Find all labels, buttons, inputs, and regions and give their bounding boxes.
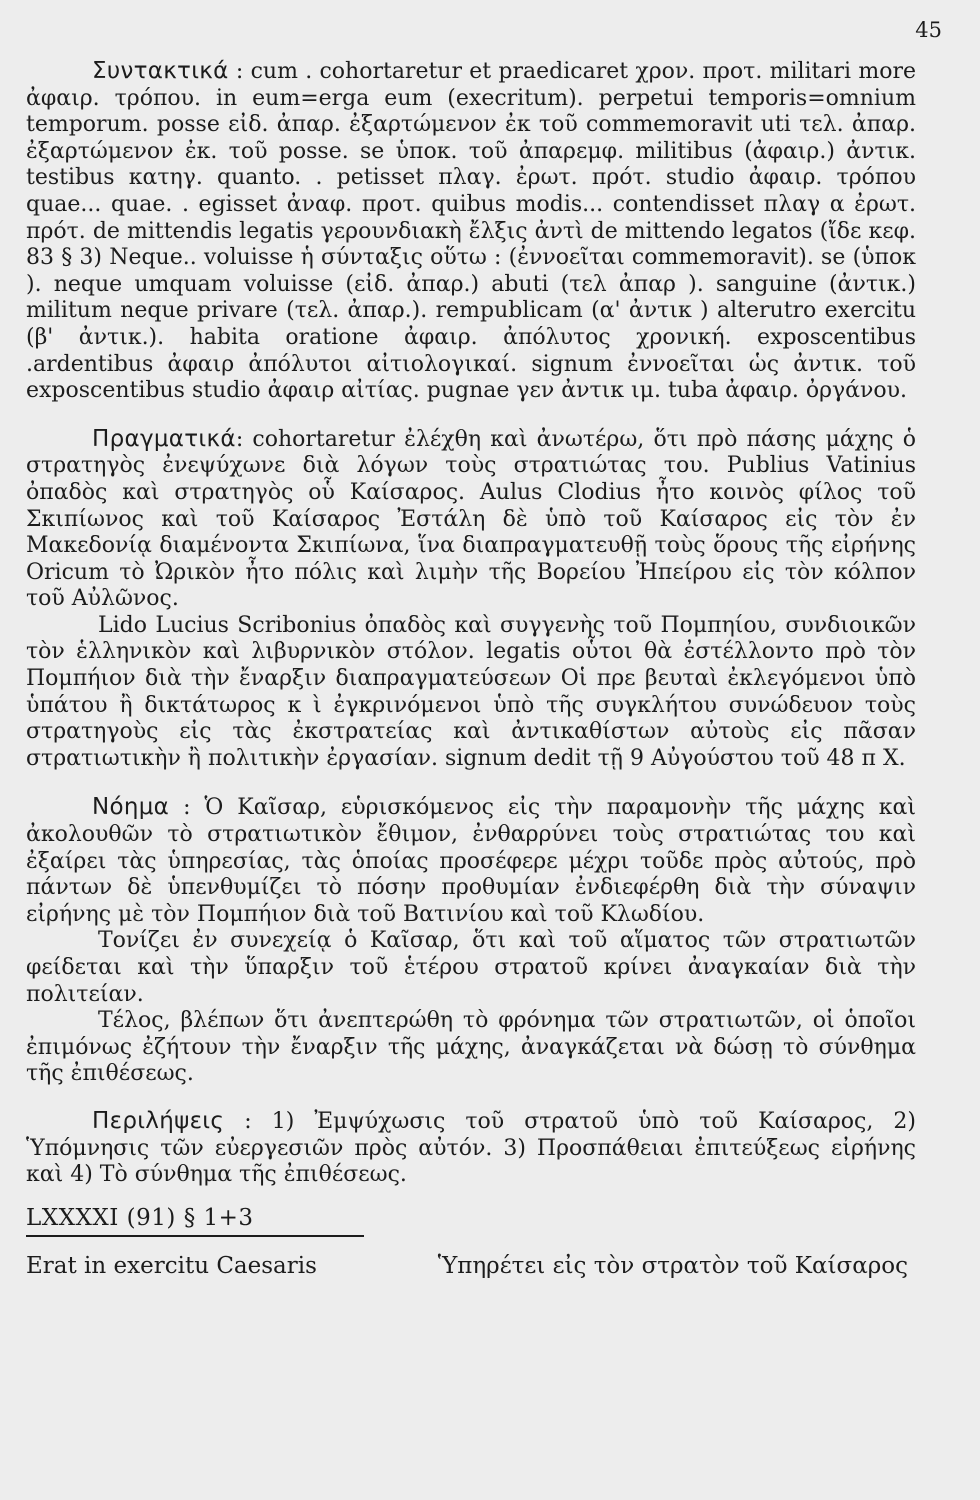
divider-rule <box>26 1235 364 1237</box>
noima-paragraph-1 <box>26 794 916 928</box>
pragmatika-text-1: : cohortaretur ἐλέχθη καὶ ἀνωτέρω, ὅτι πρὸ πάσης μάχης ὁ στρατηγὸς ἐνεψύχωνε διὰ λόγων τοὺς στρατιώτας του. Publius Vatinius ὀπαδὸς καὶ στρατηγὸς οὗ Καίσαρος. Aulus Clodius ἦτο κοινὸς φίλος τοῦ Σκιπίωνος καὶ τοῦ Καίσαρος Ἐστάλη δὲ ὑπὸ τοῦ Καίσαρος εἰς τὸν ἐν Μακεδονίᾳ διαμένοντα Σκιπίωνα, ἵνα διαπραγματευθῇ τοὺς ὅρους τῆς εἰρήνης Oricum τὸ Ὠρικὸν ἦτο πόλις καὶ λιμὴν τῆς Βορείου Ἠπείρου εἰς τὸν κόλπον τοῦ Αὐλῶνος. <box>26 426 916 612</box>
pragmatika-section <box>26 426 916 773</box>
perilipseis-heading: Περιλήψεις <box>92 1107 225 1134</box>
translation-line <box>26 1253 916 1279</box>
chapter-reference: LXXXXI (91) § 1+3 <box>26 1204 254 1231</box>
noima-paragraph-3: Τέλος, βλέπων ὅτι ἀνεπτερώθη τὸ φρόνημα τῶν στρατιωτῶν, οἱ ὁποῖοι ἐπιμόνως ἐζήτουν τὴν ἔναρξιν τῆς μάχης, ἀναγκάζεται νὰ δώσῃ τὸ σύνθημα τῆς ἐπιθέσεως. <box>26 1008 916 1087</box>
noima-section <box>26 794 916 1088</box>
syntaktika-paragraph <box>26 58 916 405</box>
perilipseis-section <box>26 1108 916 1189</box>
noima-paragraph-2: Τονίζει ἐν συνεχείᾳ ὁ Καῖσαρ, ὅτι καὶ τοῦ αἵματος τῶν στρατιωτῶν φείδεται καὶ τὴν ὕπαρξιν τοῦ ἑτέρου στρατοῦ κρίνει ἀναγκαίαν διὰ τὴν πολιτείαν. <box>26 928 916 1007</box>
noima-text-1: : Ὁ Καῖσαρ, εὑρισκόμενος εἰς τὴν παραμονὴν τῆς μάχης καὶ ἀκολουθῶν τὸ στρατιωτικὸν ἔθιμον, ἐνθαρρύνει τοὺς στρατιώτας του καὶ ἐξαίρει τὰς ὑπηρεσίας, τὰς ὁποίας προσέφερε μέχρι τοῦδε πρὸς αὐτούς, πρὸ πάντων δὲ ὑπενθυμίζει τὸ πόσην προθυμίαν ἐνδιεφέρθη διὰ τὴν σύναψιν εἰρήνης μὲ τὸν Πομπήιον διὰ τοῦ Βατινίου καὶ τοῦ Κλωδίου. <box>26 795 916 927</box>
syntaktika-text: : cum . cohortaretur et praedicaret χρον. προτ. militari more ἀφαιρ. τρόπου. in eum=erga eum (execritum). perpetui temporis=omnium temporum. posse εἰδ. ἀπαρ. ἐξαρτώμενον ἐκ τοῦ commemoravit uti τελ. ἀπαρ. ἐξαρτώμενον ἐκ. τοῦ posse. se ὑποκ. τοῦ ἀπαρεμφ. militibus (ἀφαιρ.) ἀντικ. testibus κατηγ. quanto. . petisset πλαγ. ἐρωτ. πρότ. studio ἀφαιρ. τρόπου quae... quae. . egisset ἀναφ. προτ. quibus modis... contendisset πλαγ α ἐρωτ. πρότ. de mittendis legatis γερουνδιακὴ ἔλξις ἀντὶ de mittendo legatos (ἴδε κεφ. 83 § 3) Neque.. voluisse ἡ σύνταξις οὕτω : (ἐννοεῖται commemoravit). se (ὑποκ ). neque umquam voluisse (εἰδ. ἀπαρ.) abuti (τελ ἀπαρ ). sanguine (ἀντικ.) militum neque privare (τελ. ἀπαρ.). rempublicam (α' ἀντικ ) alterutro exercitu (β' ἀντικ.). habita oratione ἀφαιρ. ἀπόλυτος χρονική. exposcentibus .ardentibus ἀφαιρ ἀπόλυτοι αἰτιολογικαί. signum ἐννοεῖται ὡς ἀντικ. τοῦ exposcentibus studio ἀφαιρ αἰτίας. pugnae γεν ἀντικ ιμ. tuba ἀφαιρ. ὀργάνου. <box>26 59 917 404</box>
perilipseis-paragraph <box>26 1108 916 1189</box>
pragmatika-heading: Πραγματικά <box>92 425 236 452</box>
syntaktika-section <box>26 58 916 405</box>
noima-heading: Νόημα <box>92 794 170 821</box>
greek-translation: Ὑπηρέτει εἰς τὸν στρατὸν τοῦ Καίσαρος <box>437 1252 908 1279</box>
pragmatika-paragraph-1 <box>26 426 916 613</box>
page-number: 45 <box>915 18 942 42</box>
latin-phrase: Erat in exercitu Caesaris <box>26 1252 317 1279</box>
pragmatika-paragraph-2: Lido Lucius Scribonius ὀπαδὸς καὶ συγγενὴς τοῦ Πομπηίου, συνδιοικῶν τὸν ἑλληνικὸν καὶ λιβυρνικὸν στόλον. legatis οὗτοι θὰ ἐστέλλοντο πρὸ τὸν Πομπήιον διὰ τὴν ἔναρξιν διαπραγματεύσεων Οἱ πρε βευταὶ ἐκλεγόμενοι ὑπὸ ὑπάτου ἢ δικτάτωρος κ ὶ ἐγκρινόμενοι ὑπὸ τῆς συγκλήτου συνώδευον τοὺς στρατηγοὺς εἰς τὰς ἐκστρατείας καὶ ἀντικαθίστων αὐτοὺς εἰς πᾶσαν στρατιωτικὴν ἢ πολιτικὴν ἐργασίαν. signum dedit τῇ 9 Αὐγούστου τοῦ 48 π Χ. <box>26 612 916 771</box>
syntaktika-heading: Συντακτικά <box>92 58 229 84</box>
perilipseis-text: : 1) Ἐμψύχωσις τοῦ στρατοῦ ὑπὸ τοῦ Καίσαρος, 2) Ὑπόμνησις τῶν εὐεργεσιῶν πρὸς αὐτόν. 3) Προσπάθειαι ἐπιτεύξεως εἰρήνης καὶ 4) Τὸ σύνθημα τῆς ἐπιθέσεως. <box>26 1108 917 1188</box>
